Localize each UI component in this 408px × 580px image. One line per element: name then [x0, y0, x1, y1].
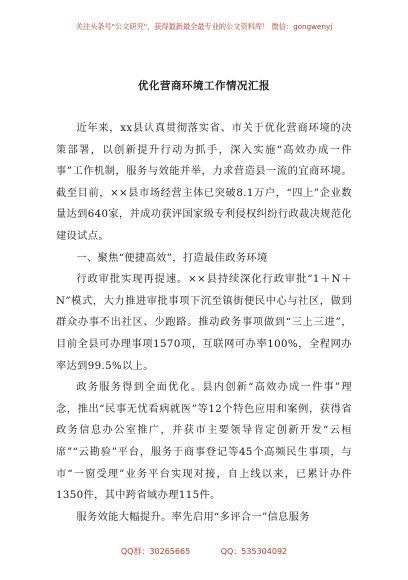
qq-text: QQ：535304092 [220, 547, 288, 556]
intro-paragraph: 近年来，xx县认真贯彻落实省、市关于优化营商环境的决策部署，以创新提升行动为抓手，深入实施“高效办成一件事”工作机制，服务与效能并举，力求营造县一流的宜商环境。截至目前，××县市场经营主体已突破8.1万户，“四上”企业数量达到640家，并成功获评国家级专利侵权纠纷行政裁决规范化建设试点。 [56, 123, 352, 242]
promo-header: 关注头条号"公文研究"，获得最新最全最专业的公文资料库！ 微信：gongwenyj [75, 22, 333, 31]
qq-group-text: QQ群：30265665 [120, 547, 191, 556]
paragraph-approval: 行政审批实现再提速。××县持续深化行政审批“1＋N＋N”模式，大力推进审批事项下沉至镇街便民中心与社区，做到群众办事不出社区、少跑路。推动政务事项做到“三上三进”，目前全县可办理事项1570项，互联网可办率100%，全程网办率达到99.5%以上。 [56, 274, 352, 372]
document-title: 优化营商环境工作情况汇报 [138, 80, 270, 92]
document-body [56, 118, 352, 528]
section-heading: 一、聚焦“便捷高效”，打造最佳政务环境 [76, 252, 268, 264]
paragraph-services: 政务服务得到全面优化。县内创新“高效办成一件事”理念，推出“民事无忧看病就医”等12个特色应用和案例，获得省政务信息办公室推广，并获市主要领导肯定创新开发“云桓席”“云勘验”平台，服务于商事登记等45个高频民生事项，与市“一窗受理”业务平台实现对接，自上线以来，已累计办件1350件，其中跨省域办理115件。 [56, 382, 352, 502]
contact-footer [0, 546, 408, 557]
paragraph-efficiency: 服务效能大幅提升。率先启用“多评合一”信息服务 [76, 511, 310, 523]
